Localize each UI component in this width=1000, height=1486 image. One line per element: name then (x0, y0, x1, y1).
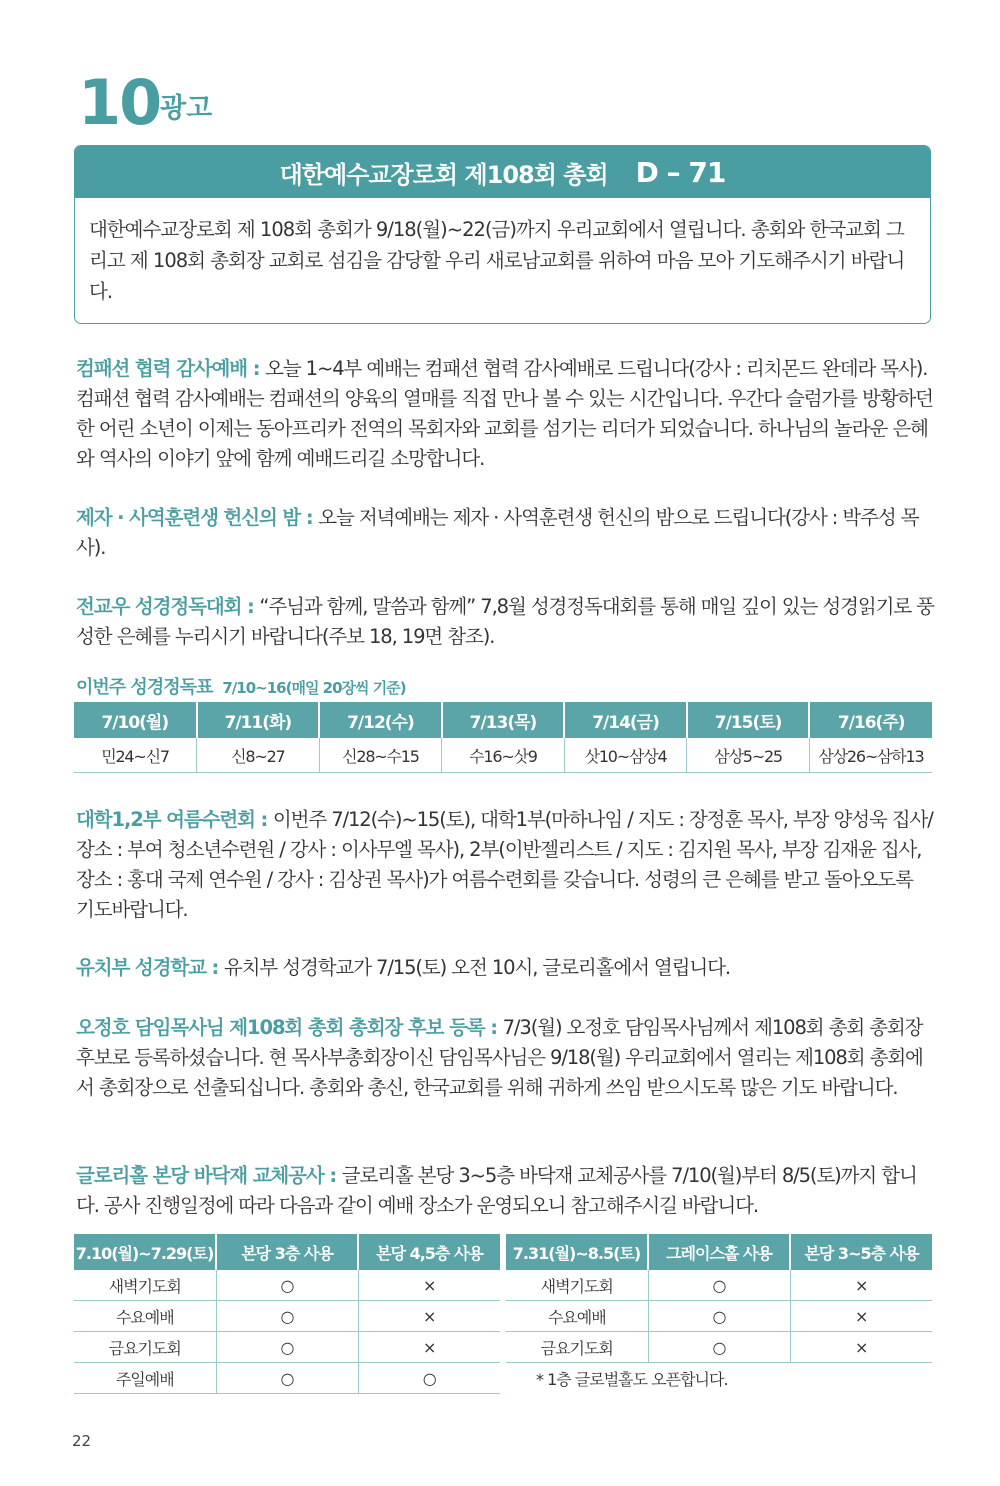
worship-mark: ○ (358, 1363, 500, 1394)
worship-header: 본당 4,5층 사용 (358, 1234, 500, 1270)
paragraph-title: 글로리홀 본당 바닥재 교체공사 : (76, 1164, 342, 1187)
worship-mark: × (790, 1270, 932, 1301)
notice-title: 대한예수교장로회 제108회 총회 (279, 160, 608, 189)
worship-header: 본당 3~5층 사용 (790, 1234, 932, 1270)
paragraph-title: 컴패션 협력 감사예배 : (76, 357, 266, 380)
worship-service: 수요예배 (74, 1301, 216, 1332)
paragraph-floor-renovation (76, 1161, 934, 1221)
worship-mark: × (358, 1301, 500, 1332)
schedule-day-header: 7/14(금) (564, 702, 687, 738)
worship-header: 본당 3층 사용 (216, 1234, 358, 1270)
paragraph-text: 오늘 1~4부 예배는 컴패션 협력 감사예배로 드립니다(강사 : 리치몬드 완데라 목사). 컴패션 협력 감사예배는 컴패션의 양육의 열매를 직접 만나 볼 수 있는 시간입니다. 우간다 슬럼가를 방황하던 한 어린 소년이 이제는 동아프리카 전역의 목회자와 교회를 섬기는 리더가 되었습니다. 하나님의 놀라운 은혜와 역사의 이야기 앞에 함께 예배드리길 소망합니다. (76, 357, 933, 470)
paragraph-bible-reading (76, 592, 934, 652)
worship-row (506, 1332, 932, 1363)
paragraph-compassion (76, 354, 934, 474)
worship-row (506, 1301, 932, 1332)
notice-header (75, 146, 930, 198)
paragraph-kindergarten-vbs (76, 953, 934, 983)
paragraph-pastor-candidate (76, 1013, 934, 1103)
schedule-title-text: 이번주 성경정독표 (76, 677, 213, 698)
worship-mark: ○ (216, 1301, 358, 1332)
schedule-day-header: 7/15(토) (687, 702, 810, 738)
worship-row (74, 1301, 500, 1332)
worship-location-table-july (74, 1234, 500, 1394)
paragraph-text: 유치부 성경학교가 7/15(토) 오전 10시, 글로리홀에서 열립니다. (223, 956, 730, 979)
schedule-reading: 삼상5~25 (687, 738, 810, 773)
paragraph-text: 이번주 7/12(수)~15(토), 대학1부(마하나임 / 지도 : 장정훈 목사, 부장 양성욱 집사/ 장소 : 부여 청소년수련원 / 강사 : 이사무엘 목사), 2부(이반젤리스트 / 지도 : 김지원 목사, 부장 김재윤 집사, 장소 : 홍대 국제 연수원 / 강사 : 김상권 목사)가 여름수련회를 갖습니다. 성령의 큰 은혜를 받고 돌아오도록 기도바랍니다. (76, 808, 933, 921)
paragraph-title: 대학1,2부 여름수련회 : (76, 808, 273, 831)
worship-location-table-august (506, 1234, 932, 1393)
worship-service: 금요기도회 (506, 1332, 648, 1363)
schedule-value-row (74, 738, 932, 773)
worship-service: 주일예배 (74, 1363, 216, 1394)
worship-service: 수요예배 (506, 1301, 648, 1332)
paragraph-text: “주님과 함께, 말씀과 함께” 7,8월 성경정독대회를 통해 매일 깊이 있는 성경읽기로 풍성한 은혜를 누리시기 바랍니다(주보 18, 19면 참조). (76, 595, 934, 648)
reading-schedule-title (76, 673, 406, 699)
assembly-notice-box (74, 145, 931, 324)
paragraph-text: 7/3(월) 오정호 담임목사님께서 제108회 총회 총회장 후보로 등록하셨습니다. 현 목사부총회장이신 담임목사님은 9/18(월) 우리교회에서 열리는 제108회 총회에서 총회장으로 선출되십니다. 총회와 총신, 한국교회를 위해 귀하게 쓰임 받으시도록 많은 기도 바랍니다. (76, 1016, 923, 1099)
schedule-reading: 신8~27 (197, 738, 320, 773)
reading-schedule-table (74, 702, 932, 773)
schedule-header-row (74, 702, 932, 738)
paragraph-text: 오늘 저녁예배는 제자 · 사역훈련생 헌신의 밤으로 드립니다(강사 : 박주성 목사). (76, 506, 919, 559)
schedule-subtitle: 7/10~16(매일 20장씩 기준) (222, 679, 406, 697)
worship-mark: ○ (216, 1332, 358, 1363)
worship-mark: × (358, 1332, 500, 1363)
page-number: 22 (72, 1432, 92, 1450)
paragraph-university-retreat (76, 805, 934, 925)
schedule-day-header: 7/10(월) (74, 702, 197, 738)
worship-mark: × (790, 1301, 932, 1332)
schedule-reading: 신28~수15 (319, 738, 442, 773)
worship-service: 새벽기도회 (506, 1270, 648, 1301)
paragraph-disciple-night (76, 503, 934, 563)
worship-row (74, 1270, 500, 1301)
worship-mark: ○ (216, 1270, 358, 1301)
schedule-reading: 민24~신7 (74, 738, 197, 773)
worship-row (506, 1270, 932, 1301)
worship-note-row (506, 1363, 932, 1394)
section-label: 광고 (160, 93, 213, 124)
worship-note: * 1층 글로벌홀도 오픈합니다. (536, 1369, 728, 1389)
worship-header-row (506, 1234, 932, 1270)
paragraph-title: 제자 · 사역훈련생 헌신의 밤 : (76, 506, 319, 529)
section-number: 10 (78, 66, 161, 139)
worship-header: 7.10(월)~7.29(토) (74, 1234, 216, 1270)
schedule-day-header: 7/11(화) (197, 702, 320, 738)
schedule-reading: 삼상26~삼하13 (809, 738, 932, 773)
schedule-day-header: 7/16(주) (809, 702, 932, 738)
schedule-reading: 삿10~삼상4 (564, 738, 687, 773)
paragraph-title: 전교우 성경정독대회 : (76, 595, 260, 618)
worship-header-row (74, 1234, 500, 1270)
notice-body: 대한예수교장로회 제 108회 총회가 9/18(월)~22(금)까지 우리교회에서 열립니다. 총회와 한국교회 그리고 제 108회 총회장 교회로 섬김을 감당할 우리 새로남교회를 위하여 마음 모아 기도해주시기 바랍니다. (89, 218, 905, 303)
worship-service: 금요기도회 (74, 1332, 216, 1363)
worship-mark: ○ (648, 1332, 790, 1363)
worship-service: 새벽기도회 (74, 1270, 216, 1301)
worship-header: 그레이스홀 사용 (648, 1234, 790, 1270)
schedule-reading: 수16~삿9 (442, 738, 565, 773)
worship-mark: ○ (648, 1270, 790, 1301)
schedule-day-header: 7/12(수) (319, 702, 442, 738)
worship-row (74, 1363, 500, 1394)
worship-mark: × (790, 1332, 932, 1363)
paragraph-title: 유치부 성경학교 : (76, 956, 224, 979)
worship-mark: ○ (648, 1301, 790, 1332)
worship-row (74, 1332, 500, 1363)
notice-dday: D – 71 (635, 155, 726, 189)
worship-mark: × (358, 1270, 500, 1301)
paragraph-title: 오정호 담임목사님 제108회 총회 총회장 후보 등록 : (76, 1016, 503, 1039)
worship-header: 7.31(월)~8.5(토) (506, 1234, 648, 1270)
paragraph-text: 글로리홀 본당 3~5층 바닥재 교체공사를 7/10(월)부터 8/5(토)까지 합니다. 공사 진행일정에 따라 다음과 같이 예배 장소가 운영되오니 참고해주시길 바랍니다. (76, 1164, 917, 1217)
worship-mark: ○ (216, 1363, 358, 1394)
schedule-day-header: 7/13(목) (442, 702, 565, 738)
